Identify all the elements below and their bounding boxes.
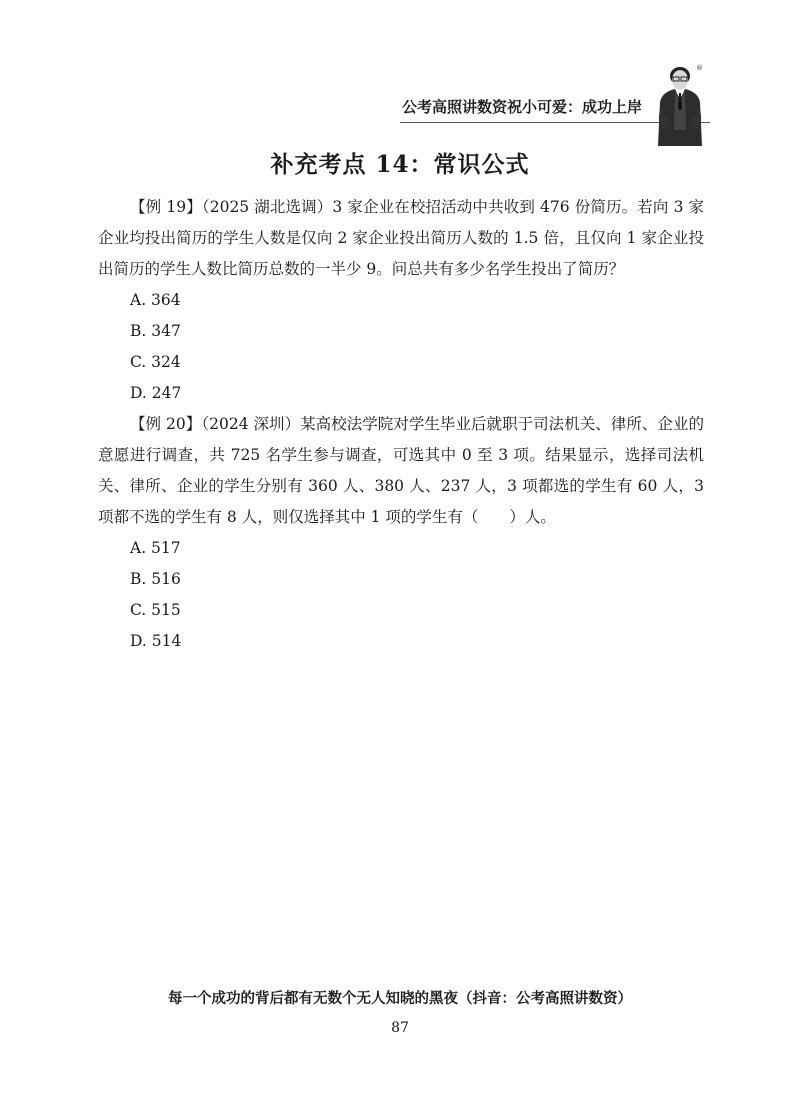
question-block — [98, 192, 704, 409]
option-c: C. 515 — [130, 601, 181, 619]
option-b: B. 347 — [130, 322, 181, 340]
option-d: D. 514 — [130, 632, 182, 650]
teacher-portrait — [648, 60, 712, 146]
option-d: D. 247 — [130, 384, 182, 402]
option-a: A. 364 — [130, 291, 181, 309]
header-slogan: 公考高照讲数资祝小可爱：成功上岸 — [402, 98, 643, 116]
footer-motto: 每一个成功的背后都有无数个无人知晓的黑夜（抖音：公考高照讲数资） — [168, 991, 632, 1007]
option-c: C. 324 — [130, 353, 181, 371]
page-number: 87 — [391, 1020, 409, 1036]
question-block — [98, 409, 704, 657]
registered-mark: ® — [696, 64, 703, 72]
option-a: A. 517 — [130, 539, 181, 557]
questions-section — [98, 192, 704, 657]
page-header — [0, 0, 800, 150]
question-stem: 【例 19】（2025 湖北选调）3 家企业在校招活动中共收到 476 份简历。若向 3 家企业均投出简历的学生人数是仅向 2 家企业投出简历人数的 1.5 倍，且仅向 1 家企业投出简历的学生人数比简历总数的一半少 9。问总共有多少名学生投出了简历？ — [98, 198, 704, 278]
page-title: 补充考点 14：常识公式 — [270, 151, 530, 178]
question-stem: 【例 20】（2024 深圳）某高校法学院对学生毕业后就职于司法机关、律所、企业的意愿进行调查，共 725 名学生参与调查，可选其中 0 至 3 项。结果显示，选择司法机关、律所、企业的学生分别有 360 人、380 人、237 人，3 项都选的学生有 60 人，3 项都不选的学生有 8 人，则仅选择其中 1 项的学生有（ ）人。 — [98, 415, 704, 526]
option-b: B. 516 — [130, 570, 181, 588]
